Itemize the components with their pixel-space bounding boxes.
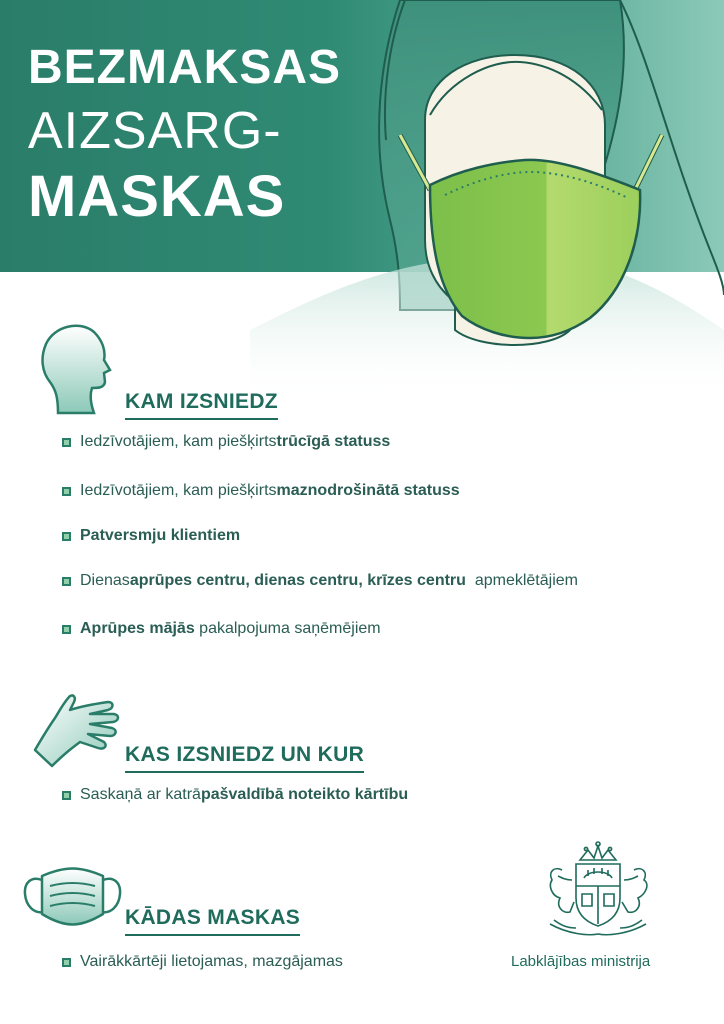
head-profile-icon (28, 318, 118, 418)
section-heading-kas-izsniedz: KAS IZSNIEDZ UN KUR (125, 743, 364, 773)
item-text: Vairākkārtēji lietojamas, mazgājamas (80, 953, 343, 970)
item-text: Saskaņā ar katrā (80, 786, 201, 803)
poster-title (28, 38, 341, 230)
list-item (62, 620, 381, 638)
list-item (62, 786, 408, 804)
bullet-icon (62, 577, 71, 586)
item-bold-text: Patversmju klientiem (80, 527, 241, 544)
list-item (62, 527, 240, 545)
item-text: Iedzīvotājiem, kam piešķirts (80, 433, 277, 450)
face-mask-icon (20, 862, 125, 932)
item-bold-text: maznodrošinātā statuss (276, 482, 460, 499)
title-line-3: MASKAS (28, 164, 286, 229)
item-trailing-text: pakalpojuma saņēmējiem (194, 620, 381, 637)
bullet-icon (62, 438, 71, 447)
list-item (62, 572, 578, 590)
list-item (62, 953, 343, 971)
item-text: Dienas (80, 572, 130, 589)
item-text: Iedzīvotājiem, kam piešķirts (80, 482, 277, 499)
item-trailing-text: apmeklētājiem (465, 572, 578, 589)
item-bold-text: pašvaldībā noteikto kārtību (200, 786, 409, 803)
bullet-icon (62, 625, 71, 634)
bullet-icon (62, 532, 71, 541)
title-line-1: BEZMAKSAS (28, 41, 342, 94)
list-item (62, 433, 390, 451)
item-bold-text: Aprūpes mājās (80, 620, 195, 637)
bullet-icon (62, 487, 71, 496)
list-item (62, 482, 460, 500)
ministry-name: Labklājības ministrija (511, 953, 651, 970)
title-line-2: AIZSARG- (28, 102, 282, 160)
hand-icon (30, 688, 125, 773)
bullet-icon (62, 958, 71, 967)
bullet-icon (62, 791, 71, 800)
section-heading-kadas-maskas: KĀDAS MASKAS (125, 906, 300, 936)
item-bold-text: trūcīgā statuss (276, 433, 391, 450)
section-heading-kam-izsniedz: KAM IZSNIEDZ (125, 390, 278, 420)
coat-of-arms-icon (528, 840, 668, 945)
item-bold-text: aprūpes centru, dienas centru, krīzes centru (129, 572, 466, 589)
